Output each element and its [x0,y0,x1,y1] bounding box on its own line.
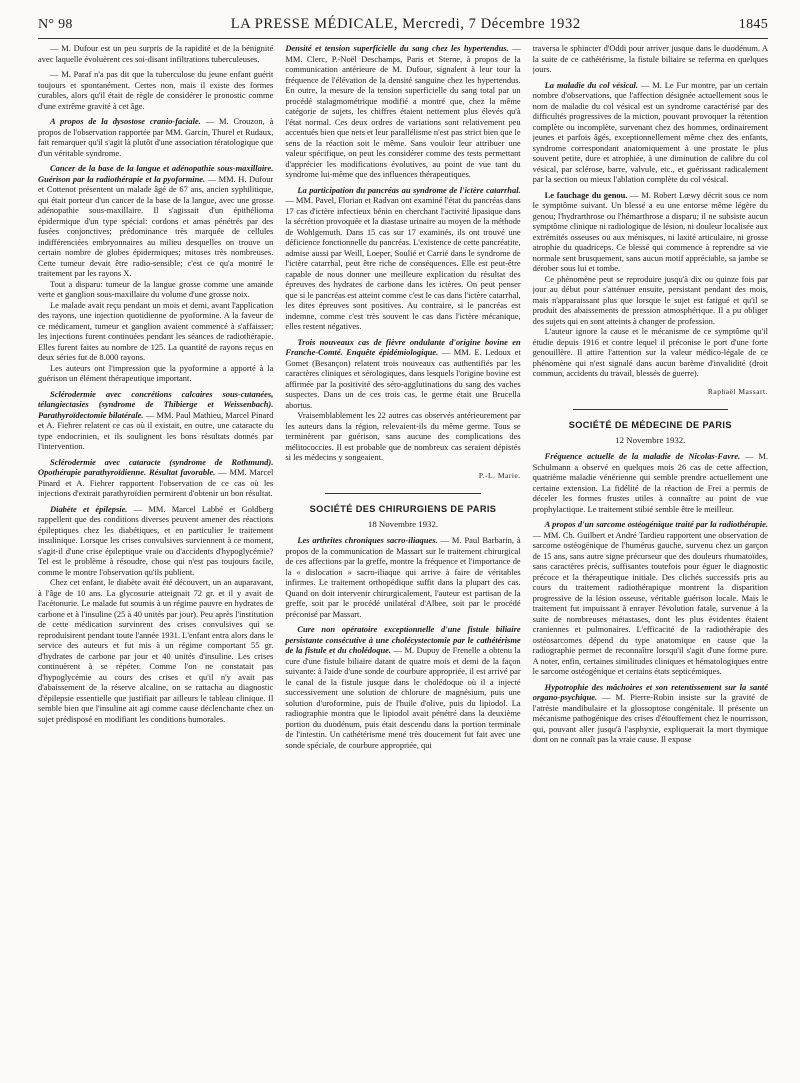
article-title: A propos de la dysostose cranio-faciale. [50,116,201,126]
article-title: La participation du pancréas au syndrome de l'ictère catarrhal. [297,184,521,195]
article-body: — M. Schulmann a observé en quelques mois 26 cas de cette affection, quatrième maladie vénérienne qui semble prendre actuellement une certaine extension. La fidélité de la réaction de Frei a permis de déceler les formes frustes utiles à connaître au point de vue prophylactique. Le traitement stibié semble être le meilleur. [532,451,768,514]
article-title: La maladie du col vésical. [544,79,639,90]
paragraph: L'auteur ignore la cause et le mécanisme de ce symptôme qu'il étudie depuis 1916 et contre lequel il préconise le port d'une forte genouillère. Il attire l'attention sur la valeur médico-légale de ce phénomène qui n'est signalé dans aucun barème d'invalidité (droit commun, accidents du travail, blessés de guerre). [532,326,768,378]
article-body: — MM. H. Dufour et Cottenot présentent un malade âgé de 67 ans, ancien syphilitique, qui était porteur d'un cancer de la base de la langue, avec une grosse adénopathie sous-maxillaire. Il s'agissait d'un épithélioma épidermique d'un type spécial: cordons et amas pénétrés par des fusées conjonctives; prédominance très marquée de cellules indifférenciées embryonnaires au milieu desquelles on trouve un certain nombre de globes épidermiques; mitoses très nombreuses. Cette tumeur devait être radio-sensible; c'est ce qu'a montré le traitement par les rayons X. [38,173,274,278]
section-title: SOCIÉTÉ DES CHIRURGIENS DE PARIS [309,504,497,514]
paragraph: — M. Paraf n'a pas dit que la tuberculose du jeune enfant guérit toujours et spontanément. Certes non, mais il existe des formes curables, alors qu'il était de règle de considérer le pronostic comme d'une extrême gravité à cet âge. [38,69,274,111]
paragraph: Ce phénomène peut se reproduire jusqu'à dix ou quinze fois par jour au début pour s'atténuer ensuite, persistant pendant des mois, mais n'apparaissant plus que lorsque le sujet est fatigué et qu'il se produit des abaissements de pression atmosphérique. Il a pu obliger des sujets qui en sont atteints à changer de profession. [532,273,768,326]
section-divider [573,409,728,410]
paragraph: — M. Dufour est un peu surpris de la rapidité et de la bénignité avec laquelle évoluèrent ces soi-disant infiltrations tuberculeuses. [38,43,274,64]
article-title: Sclérodermie avec cataracte (syndrome de Rothmund). Opothérapie parathyroïdienne. Résultat favorable. [38,456,274,477]
article-body: — MM. Paul Mathieu, Marcel Pinard et A. Fiehrer relatent ce cas où il existait, en outre, une cataracte du type endocrinien, et ils soulignent les bons résultats donnés par l'intervention. [38,409,274,451]
paragraph: Les auteurs ont l'impression que la pyoformine a apporté à la guérison un élément thérapeutique important. [38,362,274,383]
page-header [38,10,768,39]
article-body: — MM. Ch. Guilbert et André Tardieu rapportent une observation de sarcome ostéogénique de l'humérus gauche, survenu chez un garçon de 15 ans, sans autre signe précurseur que des douleurs rhumatoïdes, sans caractères précis, suffisantes toutefois pour éguer le diagnostic précoce et la thérapeutique initiale. Des clichés successifs pris au cours du traitement radiothérapique montrent la disparition progressive de la lésion osseuse, véritable guérison locale. Mais le traitement fut impuissant à enrayer l'évolution fatale, survenue à la suite de nombreuses métastases, dont les plus évidentes étaient craniennes et pulmonaires. L'efficacité de la radiothérapie des ostéosarcomes dépend du type anatomique en cause que la radiographie permet de reconnaître lorsqu'il s'agit d'une forme pure. A noter, enfin, certaines similitudes cliniques et hématologiques entre le sarcome ostéogénique et certains états septicémiques. [532,529,768,676]
section-divider [325,493,480,494]
article-body: — M. Crouzon, à propos de l'observation rapportée par MM. Garcin, Thurel et Rudaux, fait remarquer qu'il s'agit là plutôt d'une association tératologique que d'un véritable syndrome. [38,116,274,158]
article-entry [38,504,273,578]
article-entry [533,682,768,745]
section-title: SOCIÉTÉ DE MÉDECINE DE PARIS [568,420,732,430]
article-title: A propos d'un sarcome ostéogénique traité par la radiothérapie. [544,519,768,529]
article-entry [285,337,520,411]
paragraph: Vraisemblablement les 22 autres cas observés antérieurement par les auteurs dans la région, relevaient-ils du même germe. Tous se terminèrent par guérison, sans aucune des complications des mélitococcies. Il est probable que de nombreux cas seraient dépistés si les médecins y songeaient. [285,410,521,462]
article-title: Trois nouveaux cas de fièvre ondulante d'origine bovine en Franche-Comté. Enquête épidémiologique. [285,336,521,357]
article-title: Diabète et épilepsie. [50,503,128,514]
column-1 [38,43,273,1083]
paragraph: Chez cet enfant, le diabète avait été découvert, un an auparavant, à l'âge de 10 ans. La glycosurie atteignait 72 gr. et il y avait de l'acétonurie. Le malade fut soumis à un régime pauvre en hydrates de carbone et à l'insuline (25 à 40 unités par jour). Peu après l'institution de cette médication survinrent des crises convulsives qui se reproduisirent pendant toute l'année 1931. L'enfant entra alors dans le service des auteurs et fut mis à un régime comportant 55 gr. d'hydrates de carbone par jour et 40 unités d'insuline. Les crises continuèrent à se répéter. Comme l'on ne constatait pas d'hypoglycémie au cours des crises et qu'il n'y avait pas d'abaissement de la réserve alcaline, on se rattacha au diagnostic d'épilepsie essentielle que justifiait par ailleurs le tableau clinique. Il semble bien que l'insuline ait agi comme cause déclenchante chez un sujet prédisposé en modifiant les conditions humorales. [38,577,274,724]
article-body: — MM. Pavel, Florian et Radvan ont examiné l'état du pancréas dans 17 cas d'ictère infectieux bénin en cherchant l'activité lipasique dans la sécrétion provoquée et la diastase urinaire au moyen de la méthode de Wohlgemuth. Dans 15 cas sur 17 examinés, ils ont trouvé une déficience fonctionnelle du pancréas. L'existence de cette pancréatite, admise aussi par Weill, Loeper, Soulié et Carrié dans le syndrome de l'ictère catarrhal, peut être riche de conséquences. Elle est peut-être capable de nous donner une meilleure explication du résultat des épreuves des hydrates de carbone dans les ictères. On peut penser que si le pancréas est atteint comme c'est le cas dans l'ictère catarrhal, les dites épreuves sont positives. Au contraire, si le pancréas est indemne, comme c'est très souvent le cas dans l'ictère mécanique, elles restent négatives. [285,195,521,331]
paragraph: Le malade avait reçu pendant un mois et demi, avant l'application des rayons, une injection quotidienne de pyoformine. A la faveur de ce médicament, tumeur et ganglion avaient commencé à s'affaisser; les injections furent continuées pendant les séances de radiothérapie. Elles furent faites au nombre de 125. La quantité de rayons reçus en deux séries fut de 8.000 rayons. [38,299,274,362]
article-body: — M. Robert Lœwy décrit sous ce nom le symptôme suivant. Un blessé a eu une entorse même légère du genou; l'hydrarthrose ou l'hémarthrose a disparu; il ne subsiste aucun symptôme clinique ni radiologique de lésion, ni douleur localisée aux extrémités osseuses ou aux ménisques, ni laxité articulaire, ni grosse atrophie du quadriceps. Ce blessé qui commence à reprendre sa vie normale sent brusquement, sans aucun motif appréciable, sa jambe se dérober sous lui et tombe. [532,189,768,273]
paragraph: Tout a disparu: tumeur de la langue grosse comme une amande verte et ganglion sous-maxillaire du volume d'une grosse noix. [38,278,274,299]
column-2 [285,43,520,1083]
article-entry [533,519,768,677]
article-title: Hypotrophie des mâchoires et son retentissement sur la santé organo-psychique. [532,681,768,702]
article-body: — M. Paul Barbarin, à propos de la communication de Massart sur le traitement chirurgical de ces affections par la greffe, montre la fréquence et l'importance de la « dislocation » sacro-iliaque qui arrive à faire de véritables infirmes. Le traitement orthopédique suffit dans la plupart des cas. Quand on doit intervenir chirurgicalement, l'auteur est partisan de la greffe, soit par le procédé unilatéral d'Albee, soit par le procédé préconisé par Massart. [285,535,521,619]
article-title: Densité et tension superficielle du sang chez les hypertendus. [285,43,509,53]
article-title: Fréquence actuelle de la maladie de Nicolas-Favre. [544,451,741,461]
journal-title: LA PRESSE MÉDICALE, Mercredi, 7 Décembre 1932 [230,16,581,32]
article-entry [285,624,520,750]
author-signature: Raphaël Massart. [707,386,768,396]
article-entry [38,163,273,279]
article-title: Le fauchage du genou. [544,189,628,200]
article-entry [533,80,768,185]
article-body: — M. Dupuy de Frenelle a obtenu la cure d'une fistule biliaire datant de quatre mois et demi de la façon suivante: à l'aide d'une sonde de courbure appropriée, il est arrivé par le canal de la fistule jusque dans le cholédoque où il a injecté successivement une solution de chlorure de magnésium, puis une solution d'uroformine, puis de l'huile d'olive, puis du lipiodol. La radiographie montra que le lipiodol avait pénétré dans la deuxième portion du duodénum, puis était descendu dans la portion terminale de l'intestin. Un cathétérisme mené très doucement fut fait avec une sonde spéciale, de courbure appropriée, qui [285,645,521,750]
article-entry [533,190,768,274]
article-body: — MM. Marcel Labbé et Goldberg rappellent que des conditions diverses peuvent amener des réactions épileptiques chez les diabétiques, et en particulier le traitement insulinique. Lorsque les crises convulsives surviennent à ce moment, s'agit-il d'une crise épileptique vraie ou d'accidents d'hypoglycémie? Tel est le problème à résoudre, chose qui n'est pas toujours facile, comme le montre l'observation qu'ils publient. [38,503,274,577]
article-body: — MM. Marcel Pinard et A. Fiehrer rapportent l'observation de ce cas où les injections d'extrait parathyroïdien permirent d'obtenir un bon résultat. [38,467,274,498]
article-body: — M. Pierre-Robin insiste sur la gravité de l'atrésie mandibulaire et la glossoptose congénitale. Il présente un mécanisme pathogénique des crises d'étouffement chez le nourrisson, qui, pouvant aller jusqu'à l'asphyxie, expliquerait la mort thymique dont on ne connaît pas la vraie cause. Il expose [532,692,768,744]
article-entry [285,43,520,180]
folio-number: 1845 [738,17,768,32]
article-title: Cancer de la base de la langue et adénopathie sous-maxillaire. Guérison par la radiothérapie et la pyoformine. [38,163,274,184]
section-date: 12 Novembre 1932. [615,434,686,445]
column-3 [533,43,768,1083]
article-body: — MM. E. Ledoux et Gomet (Besançon) relatent trois nouveaux cas authentifiés par les caractères cliniques et sérologiques, dans lesquels l'origine bovine est affirmée par la positivité des séro-agglutinations du sang des vaches suspectes. Dans un de ces trois cas, le germe était une Brucella abortus. [285,347,521,410]
article-entry [533,451,768,514]
article-entry [38,389,273,452]
article-body: — M. Le Fur montre, par un certain nombre d'observations, que l'affection désignée actuellement sous le nom de maladie du col vésical est un syndrome caractérisé par des difficultés progressives de la miction, pouvant provoquer la rétention complète ou incomplète, survenant chez des hommes, ordinairement jeunes et parfois âgés, exceptionnellement même chez des enfants, syndrome correspondant anatomiquement à une prostate le plus souvent petite, dure et atrophiée, à une diminution de calibre du col vésical, par sclérose, barre, valvule, etc., et guérissant radicalement par la section ou mieux l'ablation complète du col vésical. [532,79,768,184]
page-number: N° 98 [38,17,73,32]
article-entry [38,457,273,499]
article-title: Cure non opératoire exceptionnelle d'une fistule biliaire persistante consécutive à une cholécystectomie par le cathétérisme de la fistule et du cholédoque. [285,624,521,655]
article-entry [285,535,520,619]
paragraph: traversa le sphincter d'Oddi pour arriver jusque dans le duodénum. A la suite de ce cathétérisme, la fistule biliaire se referma en quelques jours. [532,43,768,74]
author-signature: P.-L. Marie. [478,470,521,480]
section-date: 18 Novembre 1932. [367,518,439,529]
article-title: Les arthrites chroniques sacro-iliaques. [297,535,438,545]
article-body: — MM. Clerc, P.-Noël Deschamps, Paris et Sterne, à propos de la communication antérieure de M. Dufour, signalent à leur tour la fréquence de l'élévation de la densité sanguine chez les hypertendus. En outre, la mesure de la tension superficielle du sang total par un procédé stalagmométrique modifié a montré que, chez la même catégorie de sujets, les chiffres étaient nettement plus élevés qu'à l'état normal. Ces deux ordres de variations sont relativement peu accentués bien que nets et leur parallélisme n'est pas strict bien que le sens de la réaction soit le même. Sans vouloir leur attribuer une valeur spécifique, on peut les considérer comme des tests permettant d'apprécier les modifications évolutives, au point de vue tant du syndrome lui-même que des influences thérapeutiques. [285,43,521,179]
article-entry [285,185,520,332]
article-title: Sclérodermie avec concrétions calcaires sous-cutanées, télangiectasies (syndrome de Thibierge et Weissenbach). Parathyroïdectomie bilatérale. [38,388,274,420]
article-entry [38,116,273,158]
